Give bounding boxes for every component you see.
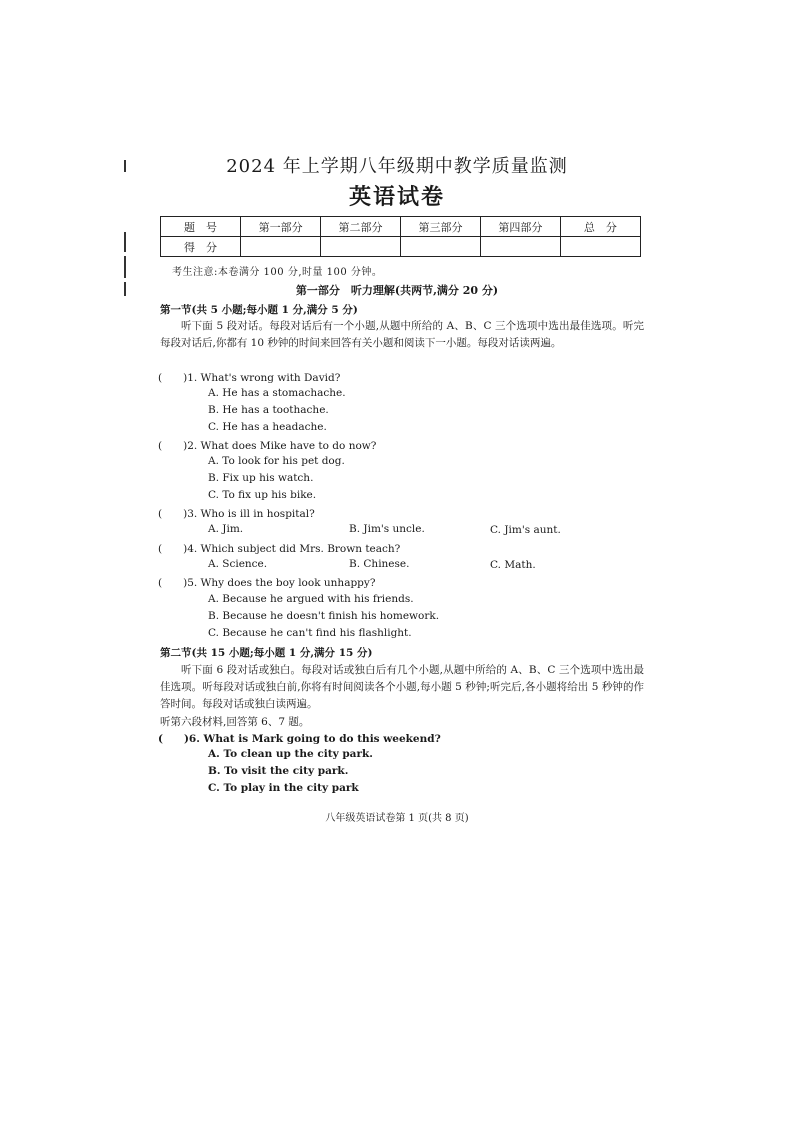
question-option: C. Because he can't find his flashlight. [208, 627, 412, 639]
score-table-score-row [161, 237, 641, 257]
question-stem: ( )1. What's wrong with David? [158, 372, 341, 384]
score-table [160, 216, 641, 257]
question-stem: ( )6. What is Mark going to do this weekend? [158, 733, 441, 745]
question-option: A. Science. [208, 558, 268, 570]
question-stem: ( )5. Why does the boy look unhappy? [158, 577, 376, 589]
score-cell: 总 分 [560, 217, 640, 237]
score-cell: 第四部分 [480, 217, 560, 237]
question-stem: ( )4. Which subject did Mrs. Brown teach? [158, 543, 401, 555]
score-cell: 得 分 [161, 237, 241, 257]
question-option: B. To visit the city park. [208, 765, 349, 777]
question-option: C. He has a headache. [208, 421, 327, 433]
question-stem: ( )3. Who is ill in hospital? [158, 508, 315, 520]
question-option: A. To clean up the city park. [208, 748, 373, 760]
score-cell: 第一部分 [241, 217, 321, 237]
score-blank-cell[interactable] [480, 237, 560, 257]
score-blank-cell[interactable] [400, 237, 480, 257]
section2-title: 第二节(共 15 小题;每小题 1 分,满分 15 分) [160, 647, 373, 659]
part1-title: 第一部分 听力理解(共两节,满分 20 分) [295, 284, 499, 297]
question-option: B. Chinese. [349, 558, 410, 570]
question-option: A. Because he argued with his friends. [208, 593, 414, 605]
question-option: C. Jim's aunt. [490, 524, 561, 536]
section2-material: 听第六段材料,回答第 6、7 题。 [160, 716, 310, 728]
score-table-header-row [161, 217, 641, 237]
score-cell: 题 号 [161, 217, 241, 237]
section2-instruction: 听下面 6 段对话或独白。每段对话或独白后有几个小题,从题中所给的 A、B、C 三个选项中选出最佳选项。听每段对话或独白前,你将有时间阅读各个小题,每小题 5 秒钟;听完后,各小题将给出 5 秒钟的作答时间。每段对话或独白读两遍。 [160, 664, 644, 710]
exam-note: 考生注意:本卷满分 100 分,时量 100 分钟。 [172, 267, 383, 278]
question-option: A. He has a stomachache. [208, 387, 346, 399]
score-blank-cell[interactable] [321, 237, 401, 257]
exam-title: 2024 年上学期八年级期中教学质量监测 [226, 156, 568, 177]
question-option: B. Fix up his watch. [208, 472, 314, 484]
question-option: A. To look for his pet dog. [208, 455, 345, 467]
score-cell: 第二部分 [321, 217, 401, 237]
question-option: A. Jim. [208, 523, 244, 535]
question-option: C. To play in the city park [208, 782, 359, 794]
section1-instruction: 听下面 5 段对话。每段对话后有一个小题,从题中所给的 A、B、C 三个选项中选出最佳选项。听完每段对话后,你都有 10 秒钟的时间来回答有关小题和阅读下一小题。每段对话读两遍。 [160, 320, 644, 349]
question-stem: ( )2. What does Mike have to do now? [158, 440, 377, 452]
score-cell: 第三部分 [400, 217, 480, 237]
score-blank-cell[interactable] [241, 237, 321, 257]
question-option: B. Jim's uncle. [349, 523, 425, 535]
section1-title: 第一节(共 5 小题;每小题 1 分,满分 5 分) [160, 304, 358, 316]
question-option: B. Because he doesn't finish his homework. [208, 610, 440, 622]
question-option: C. Math. [490, 559, 536, 571]
score-blank-cell[interactable] [560, 237, 640, 257]
question-option: B. He has a toothache. [208, 404, 329, 416]
question-option: C. To fix up his bike. [208, 489, 317, 501]
page-footer: 八年级英语试卷第 1 页(共 8 页) [325, 813, 469, 824]
margin-mark [124, 232, 126, 252]
exam-subtitle: 英语试卷 [348, 184, 445, 210]
margin-mark [124, 256, 126, 278]
